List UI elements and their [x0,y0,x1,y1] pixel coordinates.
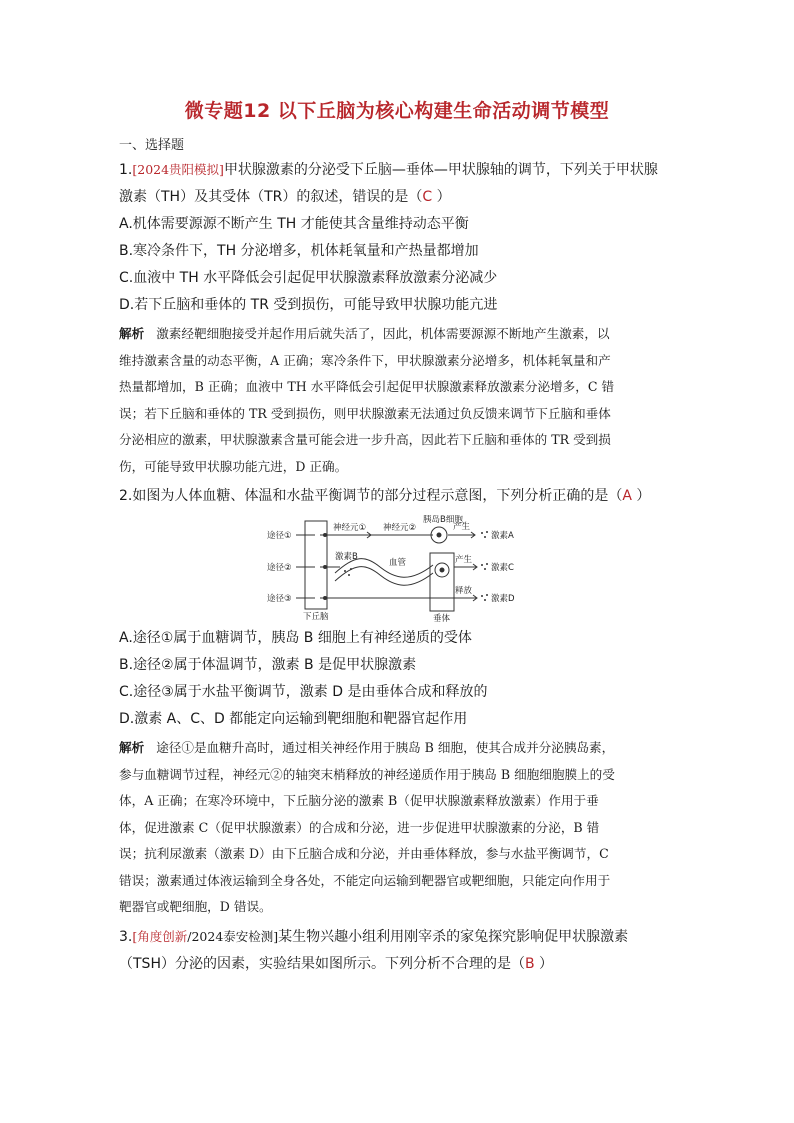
neuron1-label: 神经元① [333,523,367,533]
q1-exp-line: 误；若下丘脑和垂体的 TR 受到损伤，则甲状腺激素无法通过负反馈来调节下丘脑和垂体 [119,405,611,421]
produce2-label: 产生 [455,555,473,565]
q2-answer: A [622,488,632,504]
q1-stem2: 激素（TH）及其受体（TR）的叙述，错误的是（ [119,189,423,205]
hormone-a-label: 激素A [491,531,514,541]
q3-stem2-close: ） [534,956,554,972]
q2-option-b: B.途径②属于体温调节，激素 B 是促甲状腺激素 [119,657,417,673]
produce1-label: 产生 [453,522,471,532]
route3-label: 途径③ [267,594,292,604]
q2-exp-line [119,735,615,762]
q2-exp-line: 错误；激素通过体液运输到全身各处，不能定向运输到靶器官或靶细胞，只能定向作用于 [119,872,611,888]
q1-exp-text: 激素经靶细胞接受并起作用后就失活了，因此，机体需要源源不断地产生激素，以 [156,326,610,341]
q1-stem-line2 [119,187,451,207]
q2-exp-line: 体，A 正确；在寒冷环境中，下丘脑分泌的激素 B（促甲状腺激素释放激素）作用于垂 [119,793,599,808]
q2-stem-text: 如图为人体血糖、体温和水盐平衡调节的部分过程示意图，下列分析正确的是（ [132,488,623,504]
q1-option-d: D.若下丘脑和垂体的 TR 受到损伤，可能导致甲状腺功能亢进 [119,297,498,313]
q3-stem2: （TSH）分泌的因素，实验结果如图所示。下列分析不合理的是（ [119,956,525,972]
q1-option-c: C.血液中 TH 水平降低会引起促甲状腺激素释放激素分泌减少 [119,270,498,286]
route1-label: 途径① [267,531,292,541]
q3-stem1: 某生物兴趣小组利用刚宰杀的家兔探究影响促甲状腺激素 [278,929,629,945]
q2-exp-line: 参与血糖调节过程，神经元②的轴突末梢释放的神经递质作用于胰岛 B 细胞细胞膜上的受 [119,766,615,782]
q1-source: [2024贵阳模拟] [132,162,224,177]
q3-answer: B [524,956,535,972]
route2-label: 途径② [267,563,292,573]
q1-exp-line: 伤，可能导致甲状腺功能亢进，D 正确。 [119,458,348,474]
q2-stem [119,486,650,506]
q1-exp-line: 维持激素含量的动态平衡，A 正确；寒冷条件下，甲状腺激素分泌增多，机体耗氧量和产 [119,352,611,368]
section-heading: 一、选择题 [119,138,185,153]
q2-option-a: A.途径①属于血糖调节，胰岛 B 细胞上有神经递质的受体 [119,630,472,646]
q2-exp-line: 体，促进激素 C（促甲状腺激素）的合成和分泌，进一步促进甲状腺激素的分泌，B 错 [119,819,600,835]
pituitary-box [430,553,454,611]
q2-exp-label: 解析 [119,740,145,755]
q3-stem-line1 [119,927,628,947]
q3-source-tag: [角度创新 [132,929,188,944]
pituitary-label: 垂体 [433,614,451,623]
q1-option-a: A.机体需要源源不断产生 TH 才能使其含量维持动态平衡 [119,216,469,232]
q1-stem2-close: ） [432,189,451,205]
q1-exp-label: 解析 [119,326,145,341]
page-title: 微专题12 以下丘脑为核心构建生命活动调节模型 [184,100,610,122]
q3-source-rest: /2024泰安检测] [187,929,279,944]
q2-exp-text: 途径①是血糖升高时，通过相关神经作用于胰岛 B 细胞，使其合成并分泌胰岛素， [156,740,615,755]
release-label: 释放 [455,586,473,596]
q2-option-c: C.途径③属于水盐平衡调节，激素 D 是由垂体合成和释放的 [119,684,488,700]
q2-exp-line: 误；抗利尿激素（激素 D）由下丘脑合成和分泌，并由垂体释放，参与水盐平衡调节，C [119,846,609,861]
q1-stem1: 甲状腺激素的分泌受下丘脑—垂体—甲状腺轴的调节，下列关于甲状腺 [223,162,658,178]
q2-number: 2. [119,488,133,504]
q1-number: 1. [119,162,133,178]
q1-exp-line: 热量都增加，B 正确；血液中 TH 水平降低会引起促甲状腺激素释放激素分泌增多，C 错 [119,379,615,394]
hormone-d-label: 激素D [491,594,515,604]
hormone-b-label: 激素B [335,552,358,562]
q1-stem-line1 [119,160,658,180]
q3-stem-line2 [119,954,553,974]
islet-label: 胰岛B细胞 [423,515,463,525]
neuron2-label: 神经元② [383,523,417,533]
regulation-diagram [265,515,535,623]
hormone-c-label: 激素C [491,563,514,573]
q2-option-d: D.激素 A、C、D 都能定向运输到靶细胞和靶器官起作用 [119,711,468,727]
q1-option-b: B.寒冷条件下，TH 分泌增多，机体耗氧量和产热量都增加 [119,243,479,259]
q1-answer: C [422,189,433,205]
vessel-label: 血管 [389,558,407,568]
q1-exp-line [119,321,614,348]
hypothalamus-label: 下丘脑 [303,612,329,622]
q1-exp-line: 分泌相应的激素，甲状腺激素含量可能会进一步升高，因此若下丘脑和垂体的 TR 受到损 [119,432,611,447]
q1-explanation [119,321,614,480]
q3-number: 3. [119,929,133,945]
q2-exp-line: 靶器官或靶细胞，D 错误。 [119,899,272,914]
q2-explanation [119,735,615,921]
q2-stem-close: ） [631,488,651,504]
